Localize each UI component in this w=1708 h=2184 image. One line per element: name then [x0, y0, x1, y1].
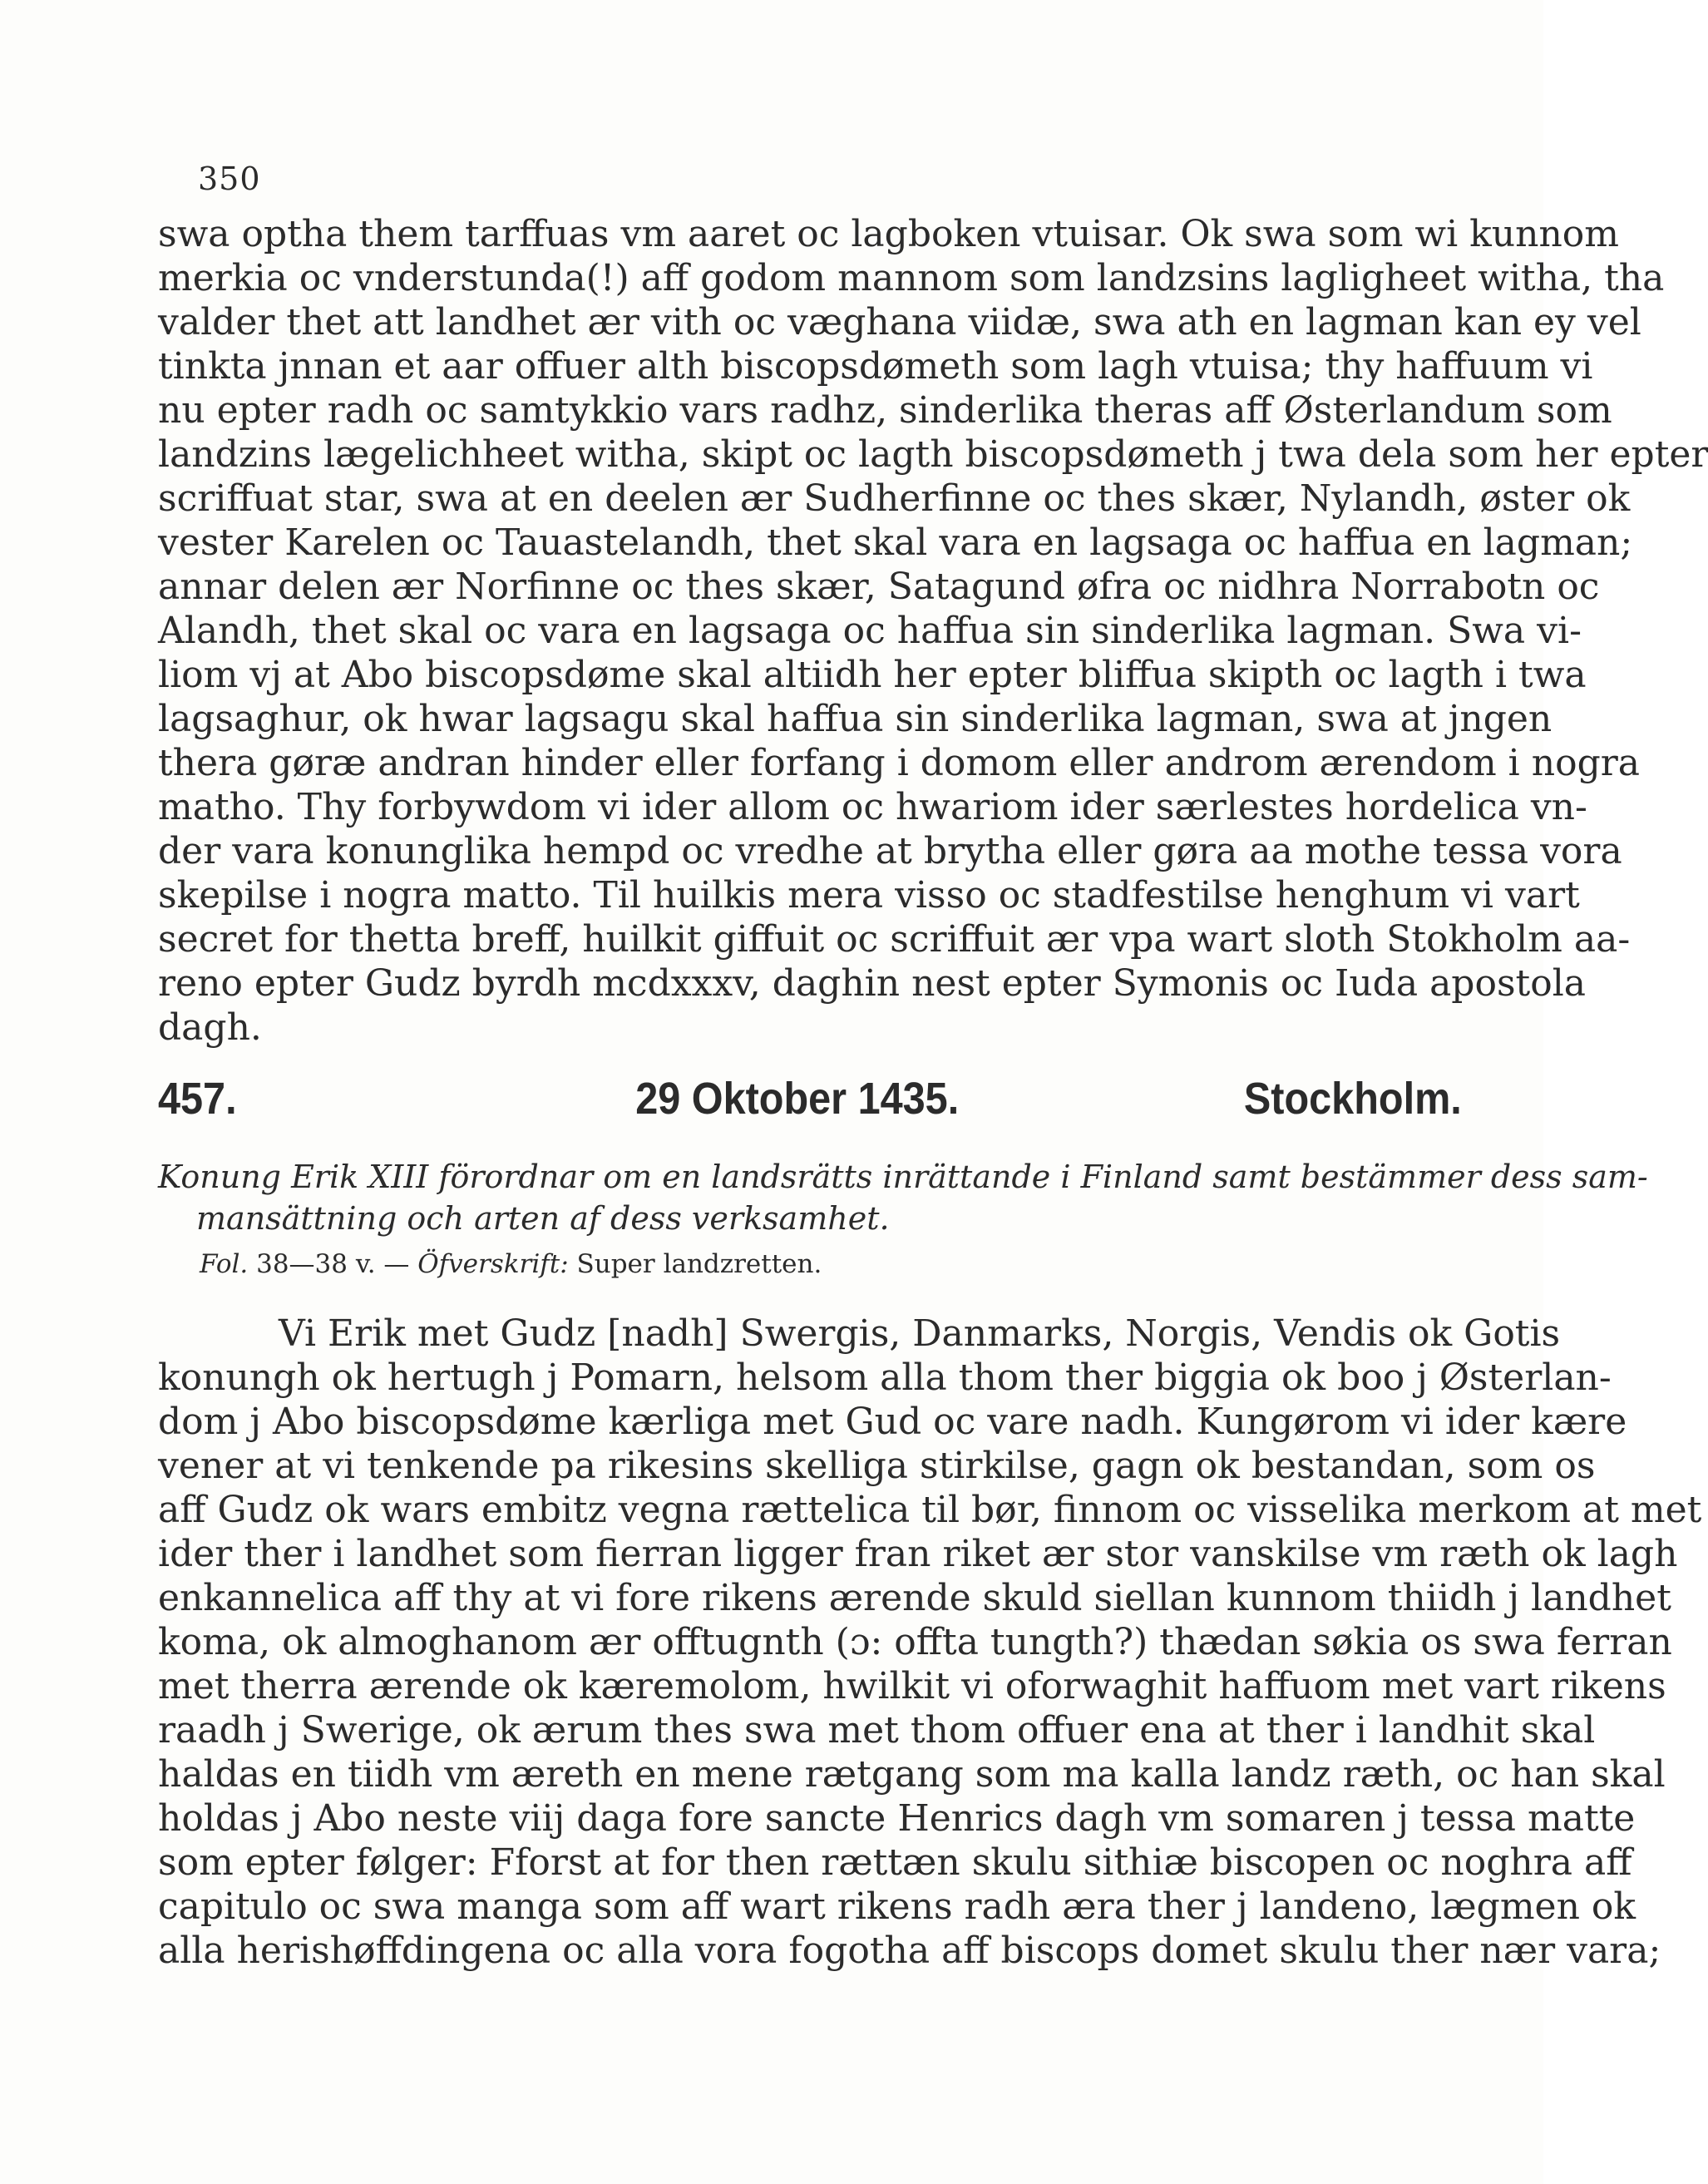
text-line: merkia oc vnderstunda(!) aff godom mannom som landzsins lagligheet witha, tha	[158, 257, 1665, 299]
text-line: alla herishøffdingena oc alla vora fogotha aff biscops domet skulu ther nær vara;	[158, 1930, 1661, 1972]
text-line: lagsaghur, ok hwar lagsagu skal haffua sin sinderlika lagman, swa at jngen	[158, 698, 1553, 740]
source-folio: 38—38 v. —	[256, 1249, 410, 1279]
text-line: haldas en tiidh vm æreth en mene rætgang som ma kalla landz ræth, oc han skal	[158, 1753, 1666, 1796]
text-line: Vi Erik met Gudz [nadh] Swergis, Danmarks, Norgis, Vendis ok Gotis	[279, 1312, 1561, 1355]
page-number: 350	[198, 161, 261, 197]
text-line: landzins lægelichheet witha, skipt oc lagth biscopsdømeth j twa dela som her epter	[158, 433, 1708, 476]
text-line: liom vj at Abo biscopsdøme skal altiidh her epter bliffua skipth oc lagth i twa	[158, 654, 1587, 696]
summary-line: mansättning och arten af dess verksamhet.	[196, 1200, 890, 1237]
text-line: enkannelica aff thy at vi fore rikens ærende skuld siellan kunnom thiidh j landhet	[158, 1577, 1671, 1619]
continued-charter-text	[158, 212, 1708, 1050]
document-number: 457.	[158, 1074, 237, 1124]
text-line: swa optha them tarffuas vm aaret oc lagboken vtuisar. Ok swa som wi kunnom	[158, 213, 1620, 255]
text-line: skepilse i nogra matto. Til huilkis mera visso oc stadfestilse henghum vi vart	[158, 874, 1580, 917]
heading-text: Super landzretten.	[576, 1249, 822, 1279]
text-line: scriffuat star, swa at en deelen ær Sudherfinne oc thes skær, Nylandh, øster ok	[158, 477, 1631, 520]
text-line: ider ther i landhet som fierran ligger fran riket ær stor vanskilse vm ræth ok lagh	[158, 1533, 1678, 1575]
text-line: capitulo oc swa manga som aff wart rikens radh æra ther j landeno, lægmen ok	[158, 1885, 1636, 1928]
document-date: 29 Oktober 1435.	[635, 1074, 960, 1124]
source-label: Fol.	[200, 1249, 249, 1279]
document-heading	[158, 1073, 1462, 1139]
text-line: annar delen ær Norfinne oc thes skær, Satagund øfra oc nidhra Norrabotn oc	[158, 566, 1600, 608]
text-line: aff Gudz ok wars embitz vegna rættelica til bør, finnom oc visselika merkom at met	[158, 1489, 1702, 1531]
heading-label: Öfverskrift:	[417, 1249, 569, 1279]
text-line: dom j Abo biscopsdøme kærliga met Gud oc vare nadh. Kungørom vi ider kære	[158, 1401, 1627, 1443]
text-line: tinkta jnnan et aar offuer alth biscopsdømeth som lagh vtuisa; thy haffuum vi	[158, 345, 1593, 388]
text-line: nu epter radh oc samtykkio vars radhz, sinderlika theras aff Østerlandum som	[158, 389, 1612, 432]
text-line: thera gøræ andran hinder eller forfang i domom eller androm ærendom i nogra	[158, 742, 1640, 784]
document-place: Stockholm.	[1243, 1074, 1462, 1124]
text-line: som epter følger: Fforst at for then rættæn skulu sithiæ biscopen oc noghra aff	[158, 1841, 1632, 1884]
text-line: met therra ærende ok kæremolom, hwilkit vi oforwaghit haffuom met vart rikens	[158, 1665, 1666, 1707]
text-line: Alandh, thet skal oc vara en lagsaga oc haffua sin sinderlika lagman. Swa vi-	[158, 610, 1582, 652]
text-line: der vara konunglika hempd oc vredhe at brytha eller gøra aa mothe tessa vora	[158, 830, 1622, 872]
document-summary	[158, 1156, 1648, 1239]
text-line: raadh j Swerige, ok ærum thes swa met thom offuer ena at ther i landhit skal	[158, 1709, 1596, 1752]
text-line: secret for thetta breff, huilkit giffuit oc scriffuit ær vpa wart sloth Stokholm aa-	[158, 918, 1631, 961]
text-line: matho. Thy forbywdom vi ider allom oc hwariom ider særlestes hordelica vn-	[158, 786, 1587, 828]
text-line: koma, ok almoghanom ær offtugnth (ɔ: offta tungth?) thædan søkia os swa ferran	[158, 1621, 1672, 1663]
text-line: holdas j Abo neste viij daga fore sancte Henrics dagh vm somaren j tessa matte	[158, 1797, 1636, 1840]
summary-line: Konung Erik XIII förordnar om en landsrätts inrättande i Finland samt bestämmer dess sam-	[158, 1159, 1648, 1195]
text-line: konungh ok hertugh j Pomarn, helsom alla thom ther biggia ok boo j Østerlan-	[158, 1356, 1612, 1399]
text-line: vester Karelen oc Tauastelandh, thet skal vara en lagsaga oc haffua en lagman;	[158, 521, 1633, 564]
text-line: vener at vi tenkende pa rikesins skelliga stirkilse, gagn ok bestandan, som os	[158, 1445, 1596, 1487]
source-note	[200, 1249, 822, 1279]
text-line: reno epter Gudz byrdh mcdxxxv, daghin nest epter Symonis oc Iuda apostola	[158, 962, 1587, 1005]
text-line: valder thet att landhet ær vith oc væghana viidæ, swa ath en lagman kan ey vel	[158, 301, 1641, 343]
text-line: dagh.	[158, 1006, 262, 1049]
charter-body-text	[158, 1312, 1702, 1973]
